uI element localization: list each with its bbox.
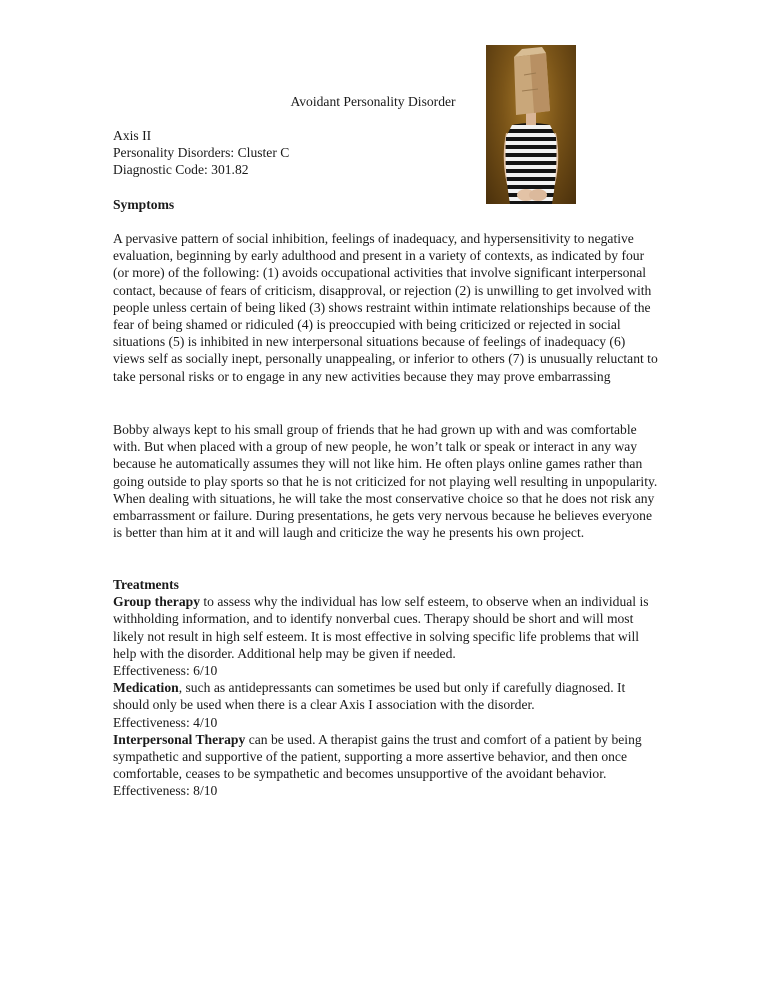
diagnostic-code-line: Diagnostic Code: 301.82 — [113, 162, 249, 178]
symptoms-heading: Symptoms — [113, 197, 175, 212]
treatment-name: Group therapy — [113, 594, 200, 610]
treatment-description: to assess why the individual has low self esteem, to observe when an individual is withholding information, and to identify nonverbal cues. Therapy should be short and will most likely not result in high self esteem. It is most effective in solving specific life problems that will help with the disorder. Additional help may be given if needed. — [113, 594, 649, 661]
document-title-row — [0, 93, 768, 110]
symptoms-paragraph: A pervasive pattern of social inhibition, feelings of inadequacy, and hypersensitivity to negative evaluation, beginning by early adulthood and present in a variety of contexts, as indicated by four (or more) of the following: (1) avoids occupational activities that involve significant interpersonal contact, because of fears of criticism, disapproval, or rejection (2) is unwilling to get involved with people unless certain of being liked (3) shows restraint within intimate relationships because of the fear of being shamed or ridiculed (4) is preoccupied with being criticized or rejected in social situations (5) is inhibited in new interpersonal situations because of feelings of inadequacy (6) views self as socially inept, personally unappealing, or inferior to others (7) is unusually reluctant to take personal risks or to engage in any new activities because they may prove embarrassing — [113, 231, 658, 384]
category-line: Personality Disorders: Cluster C — [113, 145, 290, 161]
axis-line: Axis II — [113, 128, 152, 143]
treatment-effectiveness: Effectiveness: 4/10 — [113, 714, 218, 730]
treatments-heading: Treatments — [113, 577, 179, 592]
example-paragraph: Bobby always kept to his small group of friends that he had grown up with and was comfortable with. But when placed with a group of new people, he won’t talk or speak or interact in any way because he automatically assumes they will not like him. He often plays online games rather than going outside to play sports so that he is not criticized for not playing well resulting in unpopularity. When dealing with situations, he will take the most conservative choice so that he does not risk any embarrassment or failure. During presentations, he gets very nervous because he believes everyone is better than him at it and will laugh and criticize the way he presents his own project. — [113, 422, 658, 541]
classification-block — [113, 127, 658, 179]
paper-bag-person-photo — [486, 45, 576, 204]
treatment-name: Interpersonal Therapy — [113, 731, 246, 747]
treatment-group-therapy — [113, 593, 658, 662]
document-title: Avoidant Personality Disorder — [290, 94, 456, 109]
treatment-name: Medication — [113, 680, 179, 696]
treatment-description: , such as antidepressants can sometimes be used but only if carefully diagnosed. It should only be used when there is a clear Axis I association with the disorder. — [113, 680, 626, 713]
treatment-description: can be used. A therapist gains the trust and comfort of a patient by being sympathetic and supportive of the patient, supporting a more assertive behavior, and then once comfortable, ceases to be sympathetic and becomes unsupportive of the avoidant behavior. — [113, 731, 642, 782]
treatment-effectiveness: Effectiveness: 8/10 — [113, 783, 218, 799]
photo-illustration — [486, 45, 576, 204]
treatment-interpersonal-therapy — [113, 731, 658, 783]
treatments-section — [113, 576, 658, 800]
treatment-effectiveness: Effectiveness: 6/10 — [113, 663, 218, 679]
treatment-medication — [113, 679, 658, 713]
